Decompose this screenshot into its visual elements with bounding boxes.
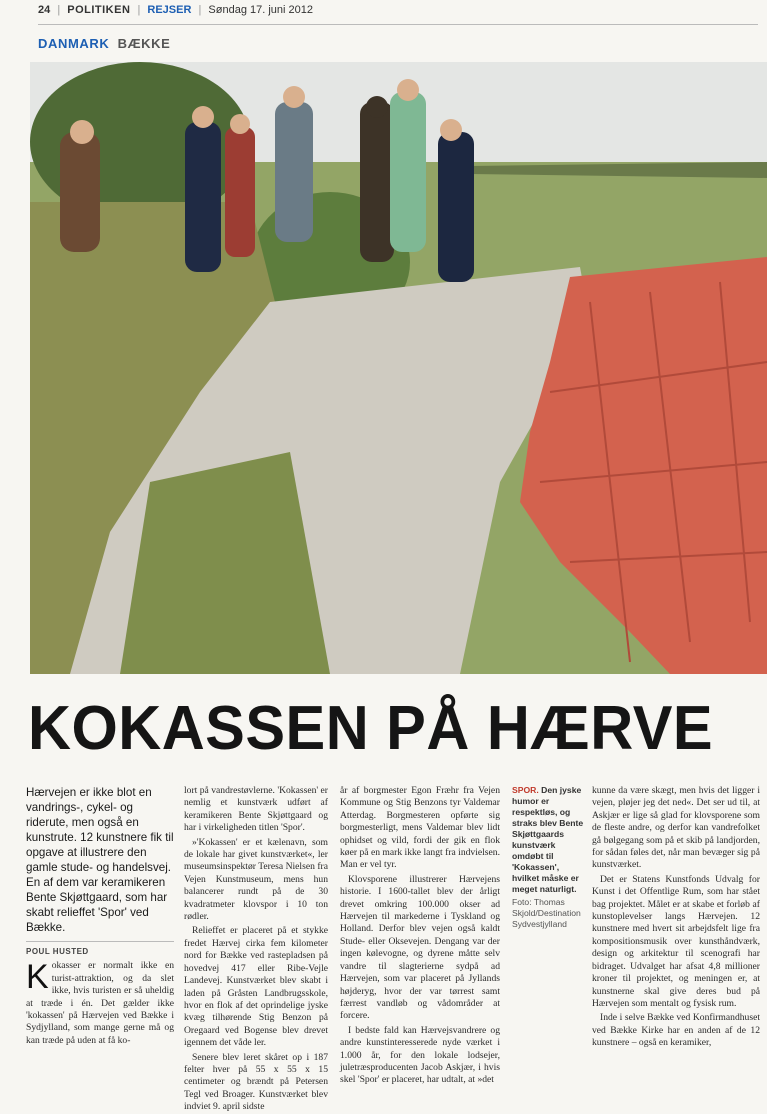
issue-date: Søndag 17. juni 2012 [208, 4, 313, 16]
newspaper-brand: POLITIKEN [67, 4, 131, 16]
header-section: REJSER [147, 4, 192, 16]
article-column-1 [26, 785, 174, 1055]
caption-text [512, 785, 584, 895]
body-paragraph: år af borgmester Egon Fræhr fra Vejen Kommune og Stig Benzons tyr Valdemar Atterdag. Borgmesteren opførte sig borgmesterligt, mens Valdemar blev lidt ophidset og vild, fordi der gik en flok køer på en mark ikke langt fra indvielsen. Man er vel tyr. [340, 785, 500, 871]
body-paragraph: »'Kokassen' er et kælenavn, som de lokale har givet kunstværket«, ler museumsinspektør Teresa Nielsen fra Vejen Kunstmuseum, mens hun balancerer rundt på de 30 kvadratmeter klovspor i 10 ton rødler. [184, 836, 328, 923]
page-header [38, 4, 758, 22]
article-intro-paragraph [26, 960, 174, 1047]
caption-label: SPOR. [512, 785, 539, 795]
caption-body: Den jyske humor er respektløs, og straks blev Bente Skjøttgaards kunstværk omdøbt til 'Kokassen', hvilket måske er meget naturligt. [512, 785, 584, 894]
header-separator: | [57, 4, 61, 16]
article-byline: POUL HUSTED [26, 941, 174, 958]
body-paragraph: Senere blev leret skåret op i 187 felter hver på 55 x 55 x 15 centimeter og brændt på Petersen Tegl ved Broager. Kunstværket blev indviet 9. april sidste [184, 1051, 328, 1113]
body-paragraph: Inde i selve Bække ved Konfirmandhuset ved Bække Kirke har en anden af de 12 kunstnere – også en keramiker, [592, 1012, 760, 1049]
body-paragraph: Det er Statens Kunstfonds Udvalg for Kunst i det Offentlige Rum, som har stået bag projektet. Målet er at skabe et forløb af kunstoplevelser langs Hærvejen. 12 kunstnere med hvert sit arbejdsfelt lige fra kompositionsmusik over kunsthåndværk, design og arkitektur til scenografi har bidraget. Udvalget har afsat 4,8 millioner kroner til projektet, og meningen er, at kunstnerne skal give deres bud på Hærvejen som mentalt og fysisk rum. [592, 873, 760, 1009]
header-rule [38, 24, 758, 25]
drop-cap: K [26, 958, 49, 997]
body-paragraph: Relieffet er placeret på et stykke fredet Hærvej cirka fem kilometer nord for Bække ved rastepladsen på hovedvej 417 eller Ribe-Vejle Landevej. Kunstværket blev skabt i laden på Gråsten Landbrugsskole, hvor en flok af det oprindelige jyske kvæg tilhørende Stig Benzon på Oregaard ved Bogense blev drevet igennem det våde ler. [184, 925, 328, 1049]
photo-illustration [30, 62, 767, 674]
body-paragraph: lort på vandrestøvlerne. 'Kokassen' er nemlig et kunstværk udført af keramikeren Bente Skjøttgaard og har i virkeligheden titlen 'Spor'. [184, 785, 328, 834]
body-paragraph: I bedste fald kan Hærvejsvandrere og andre kunstinteresserede nyde værket i 1.000 år, for den lokale lodsejer, juletræsproducenten Jacob Askjær, i hvis skel 'Spor' er placeret, har udtalt, at »det [340, 1024, 500, 1086]
page-number: 24 [38, 4, 51, 16]
photo-caption [512, 785, 584, 929]
headline: KOKASSEN PÅ HÆRVE [28, 694, 714, 763]
section-primary: DANMARK [38, 36, 110, 51]
section-secondary: BÆKKE [117, 36, 171, 51]
article-intro-text: okasser er normalt ikke en turist-attraktion, og da slet ikke, hvis turisten er så uheldig at træde i én. Det gælder ikke 'kokassen' på Hærvejen ved Bække i Sydjylland, som mange gerne må og kan træde på uden at få ko- [26, 960, 174, 1046]
article-lead: Hærvejen er ikke blot en vandrings-, cykel- og riderute, men også en kunstrute. 12 kunstnere fik til opgave at illustrere den gamle stude- og handelsvej. En af dem var keramikeren Bente Skjøttgaard, som har skabt relieffet 'Spor' ved Bække. [26, 786, 174, 934]
article-photo [30, 62, 767, 674]
article-column-5 [592, 785, 760, 1055]
header-separator: | [198, 4, 202, 16]
section-label [38, 36, 170, 51]
article-column-2 [184, 785, 328, 1113]
article-column-3 [340, 785, 500, 1086]
photo-credit: Foto: Thomas Skjold/Destination Sydvestjylland [512, 897, 581, 929]
body-paragraph: Klovsporene illustrerer Hærvejens historie. I 1600-tallet blev der årligt drevet omkring 100.000 okser ad Hærvejen til markederne i Tyskland og Holland. Derfor blev vejen også kaldt Stude- eller Oksevejen. Dengang var der ingen kølevogne, og dyrene måtte selv vandre til slagterierne sydpå ad Hærvejen, som var placeret på Jyllands højderyg, hvor der var tørrest samt færrest vandløb og vådområder at forcere. [340, 873, 500, 1022]
header-separator: | [137, 4, 141, 16]
body-paragraph: kunne da være skægt, men hvis det ligger i vejen, pløjer jeg det ned«. Det ser ud til, at Askjær er lige så glad for klovsporene som de fleste andre, og derfor kan vandrefolket gå bølgegang som på et skib på landjorden, for sådan føles det, når man bevæger sig på kunstværket. [592, 785, 760, 871]
